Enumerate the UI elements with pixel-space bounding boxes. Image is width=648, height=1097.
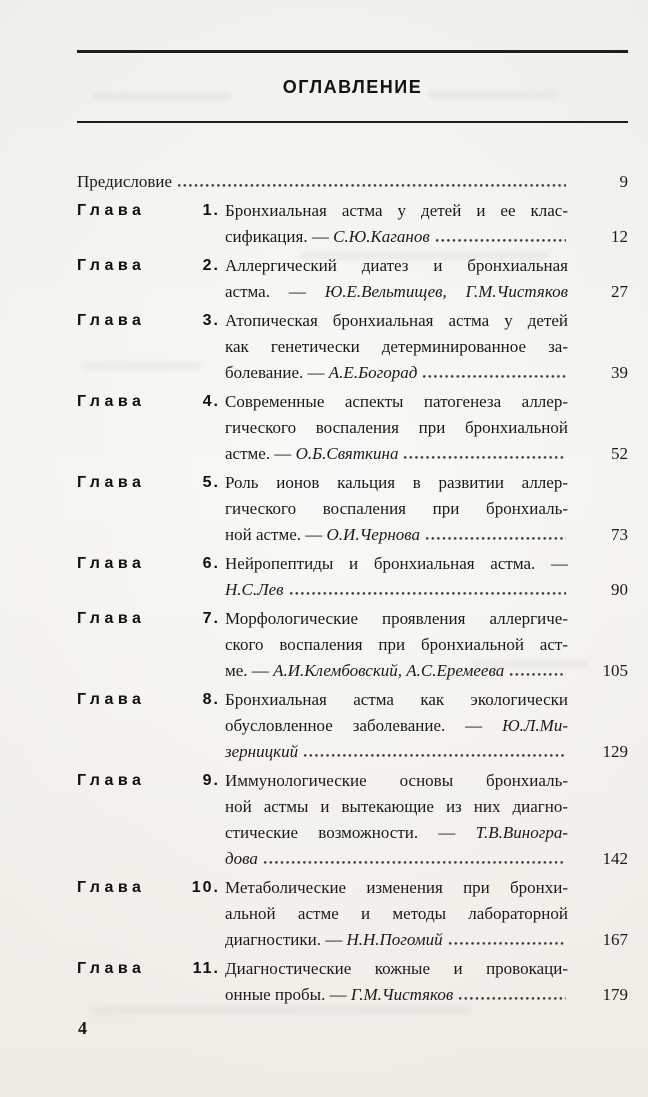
entry-page-column (568, 253, 628, 305)
chapter-label-column (77, 253, 225, 305)
entry-text-line (225, 739, 568, 765)
entry-text-fragment (225, 224, 430, 250)
entry-page-number: 52 (611, 444, 628, 463)
chapter-label: Глава (77, 202, 146, 219)
entry-text-line (225, 875, 568, 901)
title-text: астме. — (225, 444, 296, 463)
entry-text-fragment (225, 878, 568, 897)
entry-text (225, 198, 568, 250)
author-name: А.И.Клембовский, А.С.Еремеева (273, 661, 505, 680)
title-text: Современные аспекты патогенеза аллер- (225, 392, 568, 411)
entry-text-line (225, 901, 568, 927)
entry-text-fragment (225, 982, 453, 1008)
entry-page-number: 129 (602, 742, 628, 761)
entry-text-fragment (225, 739, 298, 765)
title-text: ского воспаления при бронхиальной аст- (225, 635, 568, 654)
entry-text (225, 606, 568, 684)
chapter-number: 1. (202, 202, 220, 219)
entry-page-number: 167 (602, 930, 628, 949)
dot-leader (509, 672, 566, 676)
entry-page-number: 39 (611, 363, 628, 382)
author-name: Т.В.Виногра- (475, 823, 568, 842)
entry-text-fragment (225, 392, 568, 411)
toc-entry (77, 389, 628, 467)
entry-text (225, 956, 568, 1008)
entry-text (225, 768, 568, 872)
title-text: Атопическая бронхиальная астма у детей (225, 311, 568, 330)
entry-page-number: 9 (619, 172, 628, 191)
entry-page-column (568, 389, 628, 467)
title-text: Бронхиальная астма у детей и ее клас- (225, 201, 568, 220)
entry-text-fragment (225, 554, 568, 573)
entry-page-column (568, 470, 628, 548)
entry-text-fragment (225, 823, 568, 842)
toc-entry (77, 308, 628, 386)
title-text: Морфологические проявления аллергиче- (225, 609, 568, 628)
toc-entry (77, 687, 628, 765)
entry-text-line (225, 470, 568, 496)
entry-page-number: 90 (611, 580, 628, 599)
entry-text-fragment (225, 577, 284, 603)
chapter-number: 2. (202, 257, 220, 274)
top-divider (77, 50, 628, 53)
title-text: альной астме и методы лабораторной (225, 904, 568, 923)
entry-text-fragment (225, 337, 568, 356)
entry-text-line (225, 360, 568, 386)
title-text: ной астмы и вытекающие из них диагно- (225, 797, 568, 816)
entry-text-line (225, 606, 568, 632)
dot-leader (425, 536, 566, 540)
title-text: болевание. — (225, 363, 329, 382)
entry-page-column (568, 768, 628, 872)
dot-leader (422, 374, 566, 378)
author-name: зерницкий (225, 742, 299, 761)
entry-text-line (225, 389, 568, 415)
dot-leader (177, 183, 566, 187)
entry-text-line (225, 632, 568, 658)
entry-text (225, 875, 568, 953)
entry-text-fragment (225, 959, 568, 978)
entry-text-line (225, 577, 568, 603)
author-name: дова (225, 849, 258, 868)
entry-text-line (225, 927, 568, 953)
entry-text-line (225, 687, 568, 713)
entry-text-line (225, 198, 568, 224)
title-text: Диагностические кожные и провокаци- (225, 959, 568, 978)
entry-page-number: 142 (602, 849, 628, 868)
chapter-number: 8. (202, 691, 220, 708)
entry-text-line (77, 169, 568, 195)
entry-page-column (568, 606, 628, 684)
title-text: Метаболические изменения при бронхи- (225, 878, 568, 897)
entry-text-line (225, 551, 568, 577)
entry-text (225, 687, 568, 765)
chapter-label: Глава (77, 691, 146, 708)
toc-entry (77, 875, 628, 953)
entry-text-line (225, 794, 568, 820)
chapter-label-column (77, 687, 225, 765)
entry-page-column (568, 308, 628, 386)
entry-text-fragment (225, 499, 568, 518)
title-text: ме. — (225, 661, 274, 680)
chapter-number: 9. (202, 772, 220, 789)
title-text: Бронхиальная астма как экологически (225, 690, 568, 709)
title-text: как генетически детерминированное за- (225, 337, 568, 356)
toc-entry (77, 253, 628, 305)
author-name: Н.С.Лев (225, 580, 284, 599)
entry-text-fragment (225, 846, 258, 872)
toc-list (77, 169, 628, 1011)
title-text: онные пробы. — (225, 985, 351, 1004)
entry-text-line (225, 334, 568, 360)
dot-leader (403, 455, 566, 459)
entry-text-line (225, 279, 568, 305)
entry-text-fragment (225, 771, 568, 790)
entry-text-fragment (225, 418, 568, 437)
entry-page-column (568, 198, 628, 250)
chapter-label-column (77, 551, 225, 603)
entry-text-fragment (225, 256, 568, 275)
entry-page-number: 27 (611, 282, 628, 301)
entry-text-line (225, 441, 568, 467)
entry-page-column (568, 956, 628, 1008)
title-text: Нейропептиды и бронхиальная астма. — (225, 554, 568, 573)
author-name: Ю.Е.Вельтищев, Г.М.Чистяков (324, 282, 568, 301)
entry-text-line (225, 415, 568, 441)
entry-text-fragment (225, 797, 568, 816)
chapter-label: Глава (77, 393, 146, 410)
dot-leader (458, 996, 566, 1000)
entry-text-line (225, 820, 568, 846)
title-text: стические возможности. — (225, 823, 476, 842)
entry-text-fragment (77, 169, 172, 195)
entry-text-fragment (225, 658, 504, 684)
chapter-number: 5. (202, 474, 220, 491)
chapter-label: Глава (77, 312, 146, 329)
chapter-number: 7. (202, 610, 220, 627)
dot-leader (289, 591, 566, 595)
chapter-label: Глава (77, 879, 146, 896)
entry-page-column (568, 551, 628, 603)
toc-entry (77, 470, 628, 548)
chapter-label: Глава (77, 610, 146, 627)
entry-text-fragment (225, 473, 568, 492)
entry-text (77, 169, 568, 195)
entry-text-fragment (225, 282, 568, 301)
chapter-label-column (77, 198, 225, 250)
chapter-number: 4. (202, 393, 220, 410)
dot-leader (448, 941, 566, 945)
entry-text-line (225, 224, 568, 250)
chapter-number: 11. (192, 960, 220, 977)
entry-text-fragment (225, 927, 443, 953)
entry-page-column (568, 169, 628, 195)
toc-entry (77, 551, 628, 603)
entry-text-line (225, 496, 568, 522)
chapter-label-column (77, 470, 225, 548)
chapter-label-column (77, 606, 225, 684)
chapter-label-column (77, 875, 225, 953)
entry-page-column (568, 687, 628, 765)
toc-entry (77, 198, 628, 250)
entry-text-line (225, 956, 568, 982)
dot-leader (263, 860, 566, 864)
chapter-label-column (77, 768, 225, 872)
entry-page-number: 12 (611, 227, 628, 246)
title-text: гического воспаления при бронхиаль- (225, 499, 568, 518)
title-text: диагностики. — (225, 930, 347, 949)
chapter-label: Глава (77, 555, 146, 572)
entry-text-fragment (225, 360, 417, 386)
toc-entry (77, 169, 628, 195)
entry-page-number: 179 (602, 985, 628, 1004)
entry-text-fragment (225, 522, 420, 548)
entry-text-line (225, 982, 568, 1008)
entry-text (225, 308, 568, 386)
entry-text-line (225, 846, 568, 872)
author-name: Г.М.Чистяков (350, 985, 454, 1004)
author-name: Н.Н.Погомий (346, 930, 443, 949)
entry-text-fragment (225, 904, 568, 923)
title-text: обусловленное заболевание. — (225, 716, 503, 735)
page-title: ОГЛАВЛЕНИЕ (282, 77, 423, 97)
chapter-label-column (77, 308, 225, 386)
title-text: сификация. — (225, 227, 334, 246)
entry-text (225, 253, 568, 305)
title-text: астма. — (225, 282, 325, 301)
chapter-label-column (77, 956, 225, 1008)
author-name: О.И.Чернова (326, 525, 421, 544)
chapter-label: Глава (77, 474, 146, 491)
entry-text (225, 389, 568, 467)
title-divider (77, 121, 628, 123)
entry-text-line (225, 522, 568, 548)
chapter-label-column (77, 389, 225, 467)
title-text: ной астме. — (225, 525, 327, 544)
toc-entry (77, 606, 628, 684)
entry-page-column (568, 875, 628, 953)
entry-text-line (225, 658, 568, 684)
entry-text-fragment (225, 441, 398, 467)
entry-page-number: 105 (602, 661, 628, 680)
chapter-label: Глава (77, 772, 146, 789)
entry-text-line (225, 308, 568, 334)
entry-text-fragment (225, 609, 568, 628)
author-name: Ю.Л.Ми- (502, 716, 568, 735)
entry-text-fragment (225, 201, 568, 220)
entry-text-line (225, 253, 568, 279)
chapter-number: 3. (202, 312, 220, 329)
entry-text-fragment (225, 690, 568, 709)
entry-text-line (225, 768, 568, 794)
title-text: Роль ионов кальция в развитии аллер- (225, 473, 568, 492)
title-text: гического воспаления при бронхиальной (225, 418, 568, 437)
dot-leader (303, 753, 566, 757)
entry-text-fragment (225, 311, 568, 330)
toc-entry (77, 768, 628, 872)
author-name: А.Е.Богорад (328, 363, 418, 382)
title-text: Аллергический диатез и бронхиальная (225, 256, 568, 275)
dot-leader (435, 238, 566, 242)
entry-text-line (225, 713, 568, 739)
title-text: Иммунологические основы бронхиаль- (225, 771, 568, 790)
toc-entry (77, 956, 628, 1008)
entry-text (225, 551, 568, 603)
chapter-number: 6. (202, 555, 220, 572)
entry-page-number: 73 (611, 525, 628, 544)
entry-text-fragment (225, 716, 568, 735)
author-name: О.Б.Святкина (295, 444, 399, 463)
title-text: Предисловие (77, 172, 173, 191)
author-name: С.Ю.Каганов (333, 227, 430, 246)
chapter-number: 10. (191, 879, 220, 896)
page-folio: 4 (78, 1018, 87, 1038)
chapter-label: Глава (77, 960, 146, 977)
entry-text-fragment (225, 635, 568, 654)
chapter-label: Глава (77, 257, 146, 274)
entry-text (225, 470, 568, 548)
